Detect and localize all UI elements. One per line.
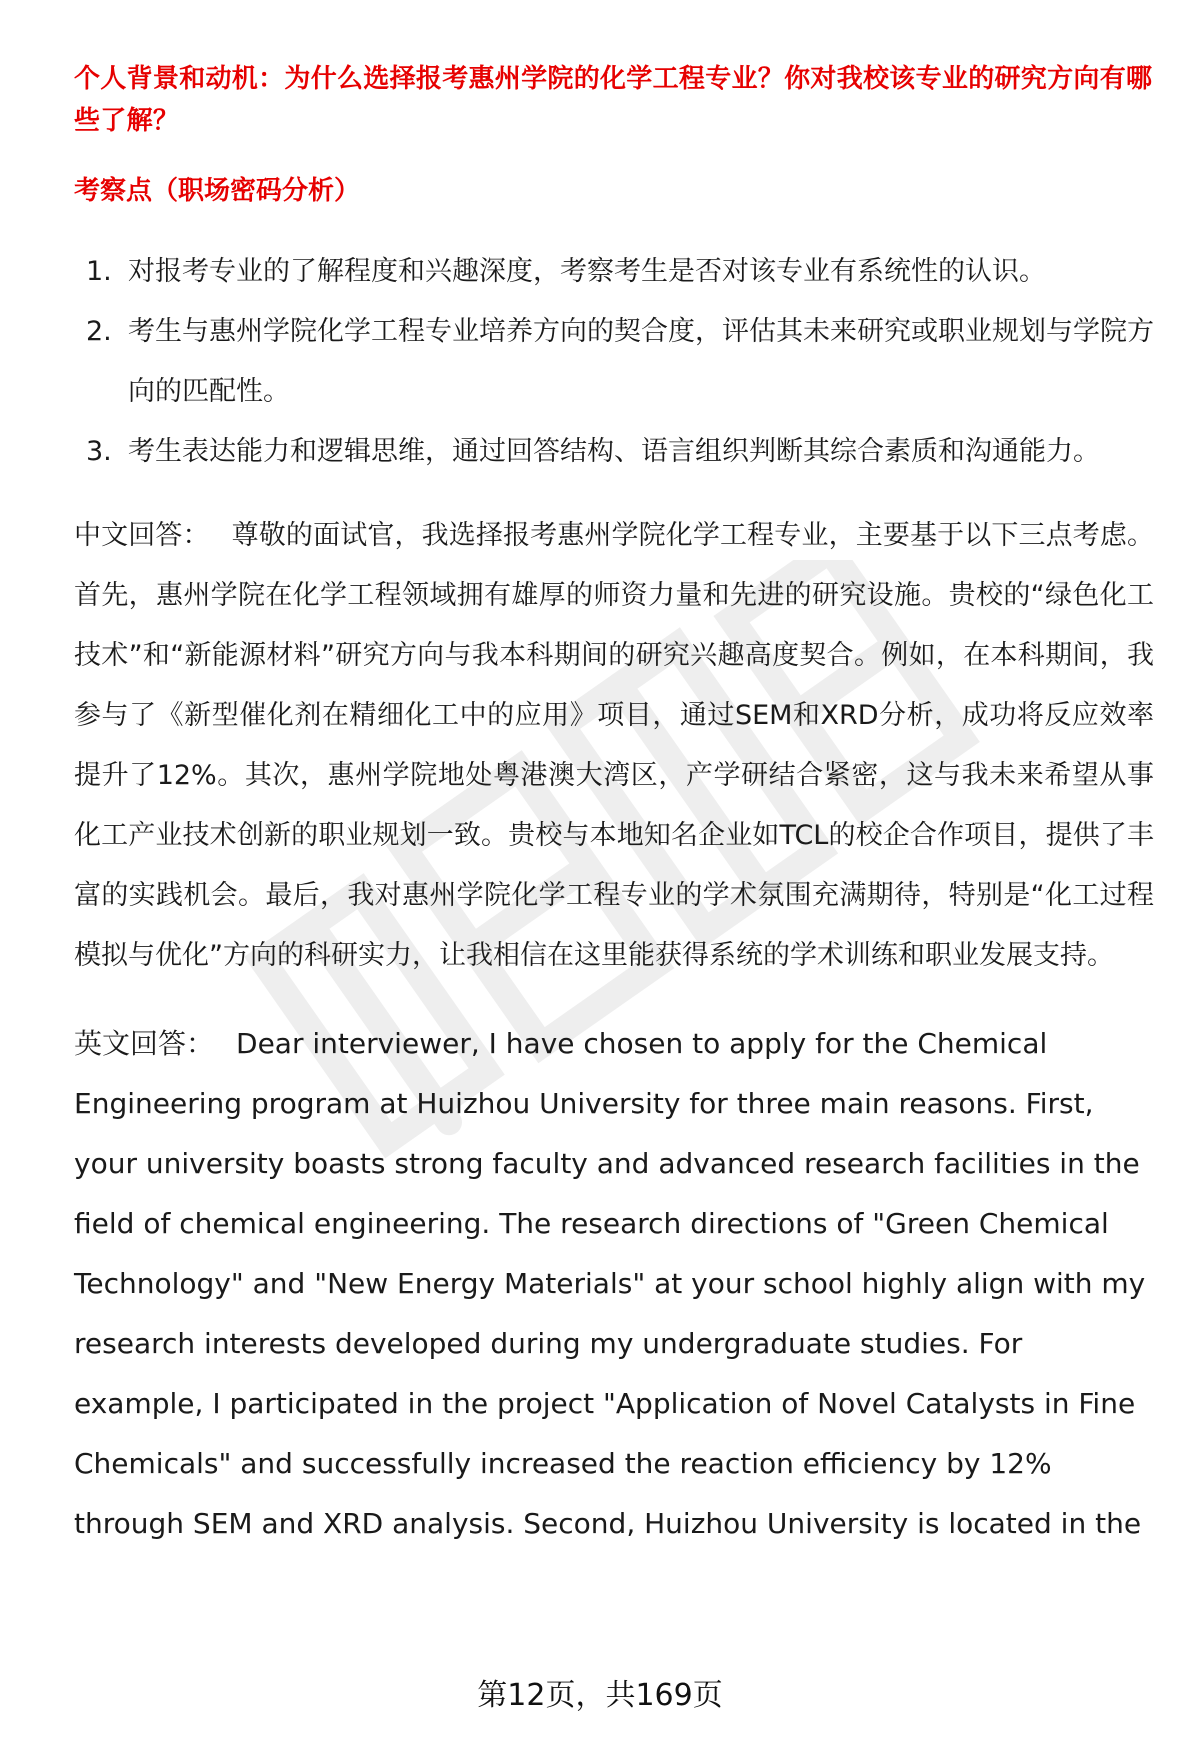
section-title: 考察点（职场密码分析） — [74, 176, 361, 206]
english-answer — [74, 1014, 1154, 1554]
list-item-number: 2. — [86, 316, 112, 347]
document-page — [74, 58, 1154, 1554]
question-heading: 个人背景和动机：为什么选择报考惠州学院的化学工程专业？你对我校该专业的研究方向有哪些了解？ — [74, 64, 1153, 136]
page-number-footer: 第12页，共169页 — [477, 1678, 723, 1713]
list-item-number: 3. — [86, 436, 112, 467]
list-item-text: 考生表达能力和逻辑思维，通过回答结构、语言组织判断其综合素质和沟通能力。 — [128, 436, 1100, 467]
chinese-answer — [74, 506, 1154, 986]
assessment-points-list — [74, 242, 1154, 482]
chinese-answer-label: 中文回答： — [74, 520, 210, 551]
list-item-text: 考生与惠州学院化学工程专业培养方向的契合度，评估其未来研究或职业规划与学院方向的匹配性。 — [128, 316, 1154, 407]
list-item — [74, 242, 1154, 302]
list-item — [74, 422, 1154, 482]
list-item — [74, 302, 1154, 422]
list-item-text: 对报考专业的了解程度和兴趣深度，考察考生是否对该专业有系统性的认识。 — [128, 256, 1046, 287]
english-answer-text: Dear interviewer, I have chosen to apply for the Chemical Engineering program at Huizhou University for three main reasons. First, your university boasts strong faculty and advanced research facilities in the field of chemical engineering. The research directions of "Green Chemical Technology" and "New Energy Materials" at your school highly align with my research interests developed during my undergraduate studies. For example, I participated in the project "Application of Novel Catalysts in Fine Chemicals" and successfully increased the reaction efficiency by 12% through SEM and XRD analysis. Second, Huizhou University is located in the — [74, 1027, 1146, 1540]
list-item-number: 1. — [86, 256, 112, 287]
english-answer-label: 英文回答： — [74, 1027, 215, 1060]
chinese-answer-text: 尊敬的面试官，我选择报考惠州学院化学工程专业，主要基于以下三点考虑。首先，惠州学院在化学工程领域拥有雄厚的师资力量和先进的研究设施。贵校的“绿色化工技术”和“新能源材料”研究方向与我本科期间的研究兴趣高度契合。例如，在本科期间，我参与了《新型催化剂在精细化工中的应用》项目，通过SEM和XRD分析，成功将反应效率提升了12%。其次，惠州学院地处粤港澳大湾区，产学研结合紧密，这与我未来希望从事化工产业技术创新的职业规划一致。贵校与本地知名企业如TCL的校企合作项目，提供了丰富的实践机会。最后，我对惠州学院化学工程专业的学术氛围充满期待，特别是“化工过程模拟与优化”方向的科研实力，让我相信在这里能获得系统的学术训练和职业发展支持。 — [74, 520, 1155, 971]
